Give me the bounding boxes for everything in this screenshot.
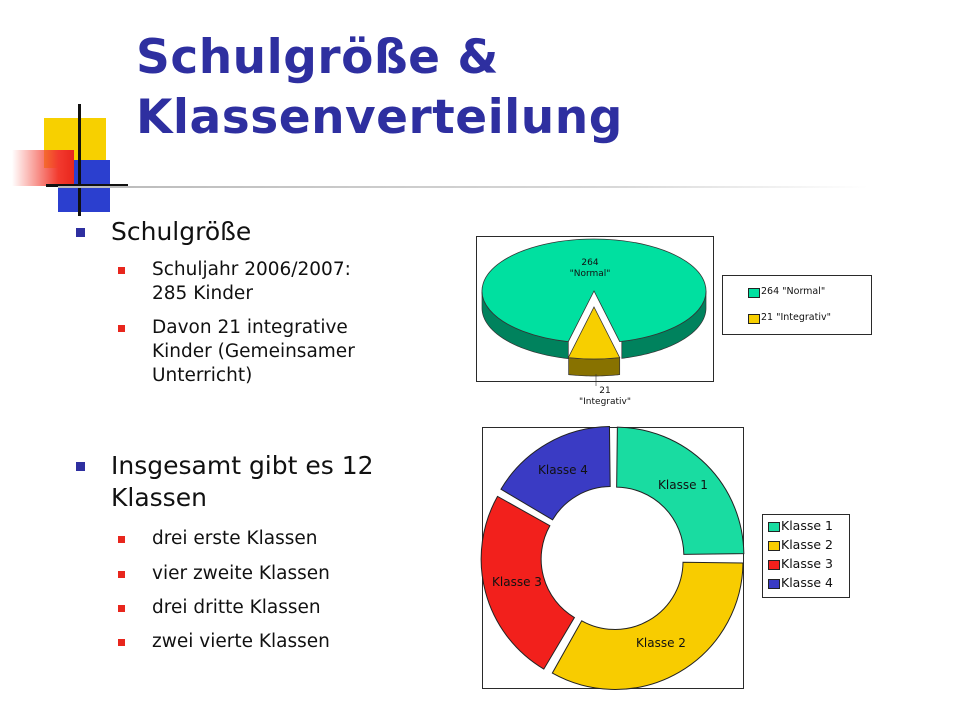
sub-bullet-text: drei dritte Klassen: [152, 597, 321, 618]
sub-bullet-vierte: [118, 630, 330, 654]
pie-slice-integrativ-side: [569, 358, 620, 376]
legend-label: 21 "Integrativ": [761, 312, 831, 323]
legend-swatch: [768, 522, 780, 532]
legend-label: Klasse 2: [781, 537, 833, 552]
sub-bullet-square-icon: [118, 605, 125, 612]
sub-bullet-dritte: [118, 596, 321, 620]
pie-legend: [722, 275, 872, 335]
sub-bullet-integrative: [118, 316, 355, 388]
legend-swatch: [768, 560, 780, 570]
bullet-klassen: [76, 450, 374, 514]
donut-label-klasse4: Klasse 4: [538, 463, 588, 477]
sub-bullet-zweite: [118, 562, 330, 586]
bullet-square-icon: [76, 228, 85, 237]
pie-legend-item: [723, 310, 871, 328]
donut-legend-item: [763, 517, 849, 535]
sub-bullet-text: Davon 21 integrative Kinder (Gemeinsamer Unterricht): [152, 317, 355, 386]
pie-label-normal: 264 "Normal": [569, 258, 611, 279]
slide-title: Schulgröße & Klassenverteilung: [136, 30, 623, 145]
donut-legend-item: [763, 555, 849, 573]
sub-bullet-erste: [118, 527, 317, 551]
sub-bullet-text: drei erste Klassen: [152, 528, 318, 549]
legend-swatch: [748, 314, 760, 324]
legend-label: 264 "Normal": [761, 286, 826, 297]
decor-red-block: [12, 150, 74, 186]
sub-bullet-square-icon: [118, 639, 125, 646]
legend-label: Klasse 4: [781, 575, 833, 590]
donut-legend-item: [763, 536, 849, 554]
decor-vertical-line: [78, 104, 81, 216]
sub-bullet-square-icon: [118, 536, 125, 543]
sub-bullet-text: vier zweite Klassen: [152, 563, 330, 584]
legend-swatch: [768, 541, 780, 551]
sub-bullet-square-icon: [118, 267, 125, 274]
donut-legend-item: [763, 574, 849, 592]
doughnut-segment-klasse2: [552, 562, 743, 689]
donut-label-klasse1: Klasse 1: [658, 478, 708, 492]
sub-bullet-text: zwei vierte Klassen: [152, 631, 330, 652]
legend-swatch: [768, 579, 780, 589]
legend-label: Klasse 3: [781, 556, 833, 571]
bullet-schulgroesse: [76, 216, 251, 248]
doughnut-chart: [482, 427, 744, 689]
title-underline: [58, 186, 868, 188]
sub-bullet-text: Schuljahr 2006/2007: 285 Kinder: [152, 259, 351, 304]
donut-label-klasse3: Klasse 3: [492, 575, 542, 589]
sub-bullet-square-icon: [118, 571, 125, 578]
bullet-text: Schulgröße: [111, 217, 252, 246]
bullet-text: Insgesamt gibt es 12 Klassen: [111, 451, 374, 512]
legend-swatch: [748, 288, 760, 298]
bullet-square-icon: [76, 462, 85, 471]
pie-legend-item: [723, 284, 871, 302]
doughnut-legend: [762, 514, 850, 598]
sub-bullet-square-icon: [118, 325, 125, 332]
sub-bullet-schuljahr: [118, 258, 351, 306]
donut-label-klasse2: Klasse 2: [636, 636, 686, 650]
pie-label-integrativ: 21 "Integrativ": [579, 386, 631, 407]
legend-label: Klasse 1: [781, 518, 833, 533]
